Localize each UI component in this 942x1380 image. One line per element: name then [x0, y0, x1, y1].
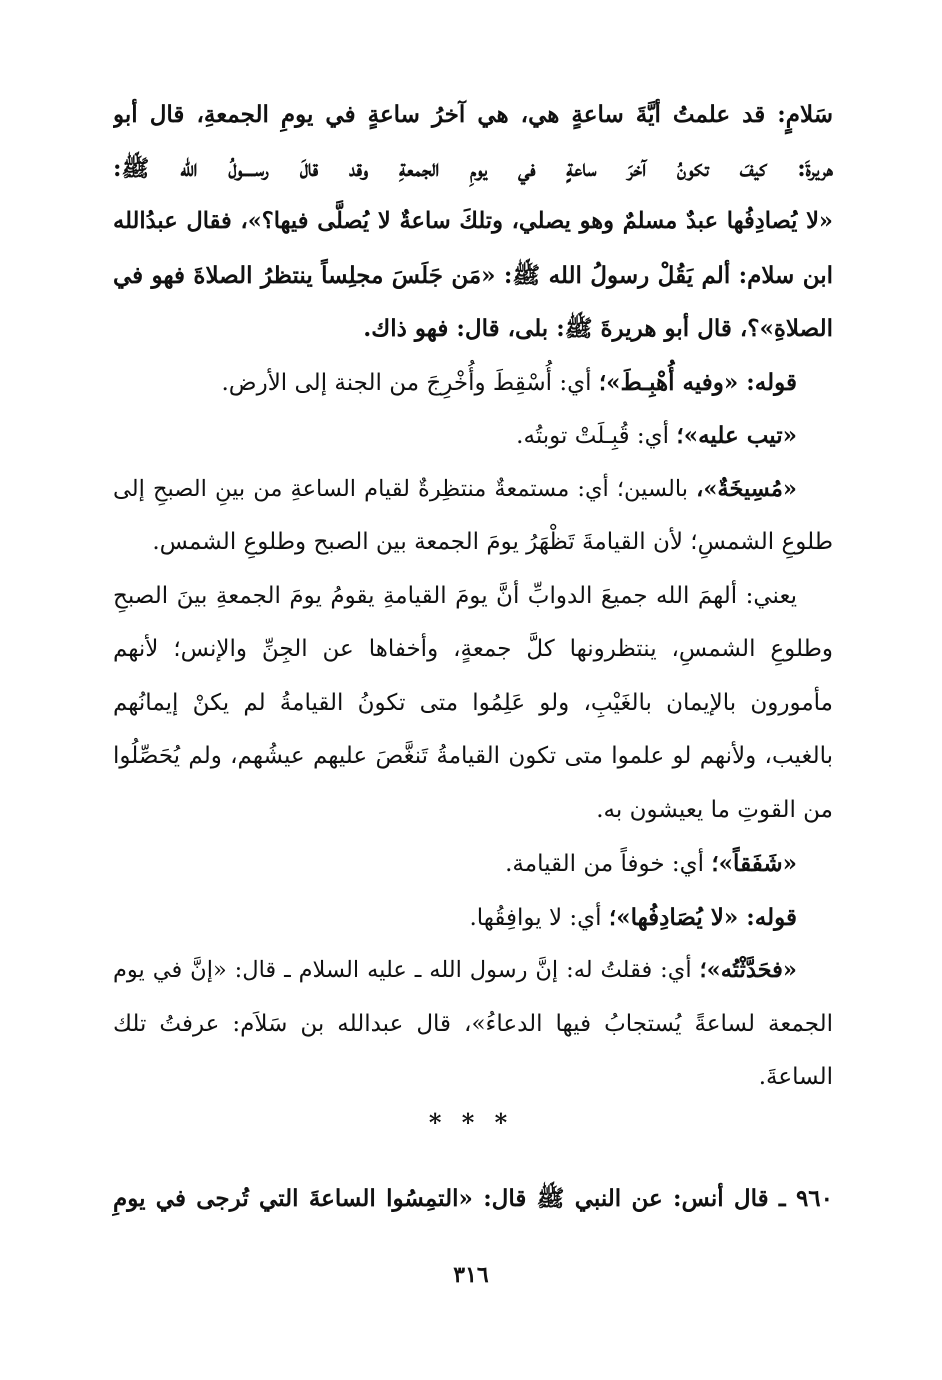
gloss-line — [113, 356, 833, 410]
text-line: طلوعِ الشمسِ؛ لأن القيامةَ تَظْهَرُ يومَ الجمعة بين الصبح وطلوعِ الشمس. — [152, 529, 833, 555]
text-line: الساعةَ. — [758, 1064, 833, 1090]
gloss-definition: أي: قُبِـلَتْ توبتُه. — [516, 423, 677, 449]
text-line: سَلامٍ: قد علمتُ أيَّةَ ساعةٍ هي، هي آخرُ ساعةٍ في يومِ الجمعةِ، قال أبو — [113, 101, 833, 128]
text-line: الصلاةِ»؟، قال أبو هريرةَ ﷺ: بلى، قال: فهو ذاك. — [363, 315, 833, 342]
gloss-line — [113, 463, 833, 517]
gloss-term: قوله: «لا يُصَادِفُها»؛ — [608, 903, 797, 931]
page-body — [113, 88, 833, 1105]
gloss-term: «شَفَقاً»؛ — [711, 850, 797, 877]
text-line: وطلوعِ الشمسِ، ينتظرونها كلَّ جمعةٍ، وأخفاها عن الجِنِّ والإنس؛ لأنهم — [113, 636, 833, 662]
text-line: يعني: ألهمَ الله جميعَ الدوابِّ أنَّ يومَ القيامةِ يقومُ يومَ الجمعةِ بينَ الصبحِ — [113, 582, 797, 609]
text-line: هريرةَ: كيفَ تكونُ آخرَ ساعةٍ في يومِ الجمعةِ وقد قالَ رســــولُ الله ﷺ: — [113, 154, 833, 182]
gloss-definition: بالسين؛ أي: مستمعةٌ منتظِرةٌ لقيام الساعةِ من بينِ الصبحِ إلى — [113, 475, 697, 502]
gloss-line — [113, 837, 833, 891]
text-line: «لا يُصادِفُها عبدٌ مسلمٌ وهو يصلي، وتلكَ ساعةٌ لا يُصلَّى فيها؟»، فقال عبدُالله — [113, 208, 833, 234]
text-line: بالغيب، ولأنهم لو علموا متى تكون القيامةُ تَنغَّصَ عليهم عيشُهم، ولم يُحَصِّلُوا — [113, 743, 833, 769]
text-line: من القوتِ ما يعيشون به. — [596, 796, 833, 823]
hadith-line: ٩٦٠ ـ قال أنس: عن النبي ﷺ قال: «التمِسُوا الساعةَ التي تُرجى في يومِ — [113, 1185, 833, 1212]
text-line: مأمورون بالإيمان بالغَيْبِ، ولو عَلِمُوا متى تكونُ القيامةُ لم يكنْ إيمانُهم — [113, 689, 833, 716]
gloss-term: «تيب عليه»؛ — [676, 422, 797, 449]
text-line: ابن سلام: ألم يَقُلْ رسولُ الله ﷺ: «مَن جَلَسَ مجلِساً ينتظرُ الصلاةَ فهو في — [113, 261, 833, 289]
gloss-definition: أي: فقلتُ له: إنَّ رسول الله ـ عليه السلام ـ قال: «إنَّ في يوم — [113, 957, 700, 983]
gloss-definition: أي: أُسْقِطَ وأُخْرِجَ من الجنة إلى الأرض. — [221, 369, 599, 396]
text-line: الجمعة لساعةً يُستجابُ فيها الدعاءُ»، قال عبدالله بن سَلاَم: عرفتُ تلك — [113, 1010, 833, 1037]
gloss-line — [113, 944, 833, 998]
gloss-line — [113, 409, 833, 463]
gloss-term: قوله: «وفيه أُهْبِـطَ»؛ — [598, 368, 797, 396]
gloss-definition: أي: لا يوافِقُها. — [469, 904, 609, 931]
gloss-term: «فحَدَّثْتُه»؛ — [699, 957, 797, 983]
gloss-line — [113, 891, 833, 945]
gloss-term: «مُسِيخَةٌ»، — [696, 475, 797, 502]
page-number: ٣١٦ — [453, 1262, 489, 1288]
gloss-definition: أي: خوفاً من القيامة. — [505, 851, 712, 877]
section-separator: * * * — [428, 1108, 514, 1137]
